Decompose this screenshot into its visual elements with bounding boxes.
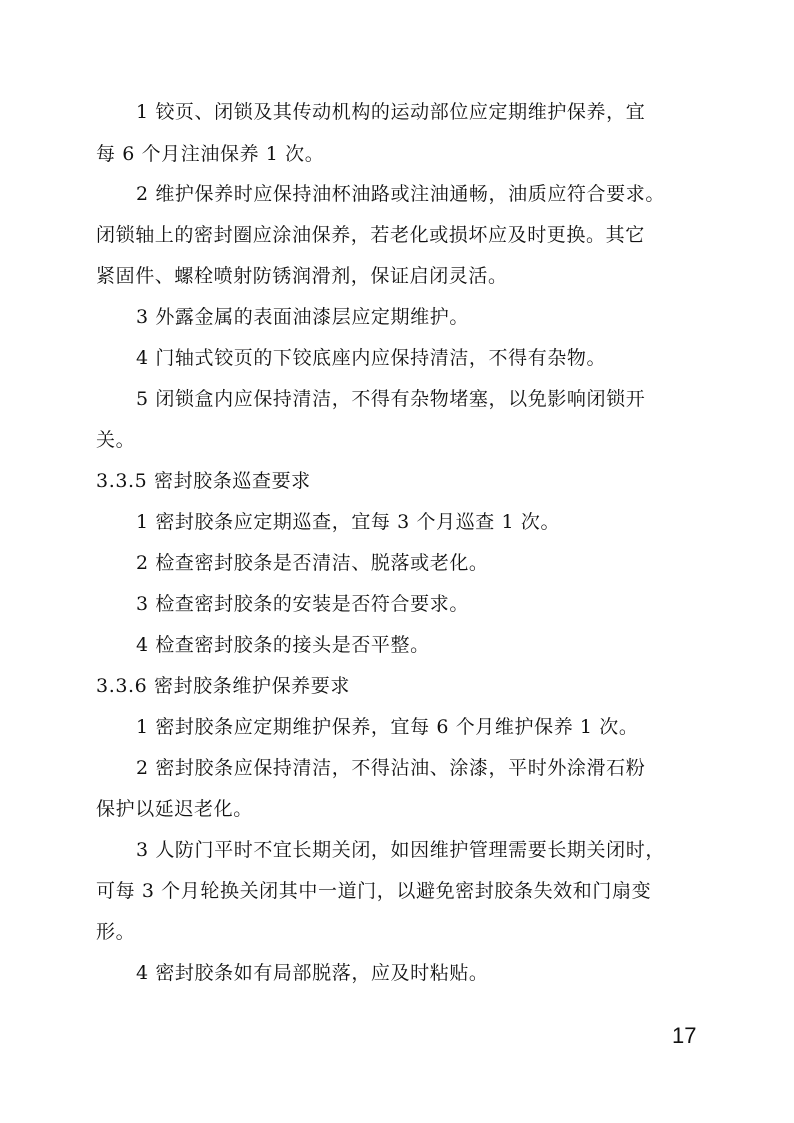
paragraph-line: 关。 <box>96 429 136 451</box>
paragraph-line: 紧固件、螺栓喷射防锈润滑剂，保证启闭灵活。 <box>96 265 508 287</box>
paragraph-line: 保护以延迟老化。 <box>96 798 253 820</box>
paragraph-line: 每 6 个月注油保养 1 次。 <box>96 143 325 165</box>
paragraph-line: 4 密封胶条如有局部脱落，应及时粘贴。 <box>136 962 489 984</box>
paragraph-line: 2 密封胶条应保持清洁，不得沾油、涂漆，平时外涂滑石粉 <box>136 757 646 779</box>
paragraph-line: 2 维护保养时应保持油杯油路或注油通畅，油质应符合要求。 <box>136 183 665 205</box>
paragraph-line: 1 密封胶条应定期巡查，宜每 3 个月巡查 1 次。 <box>136 511 561 533</box>
paragraph-line: 3 人防门平时不宜长期关闭，如因维护管理需要长期关闭时， <box>136 839 665 861</box>
section-heading: 3.3.6 密封胶条维护保养要求 <box>96 675 350 697</box>
paragraph-line: 闭锁轴上的密封圈应涂油保养，若老化或损坏应及时更换。其它 <box>96 224 645 246</box>
paragraph-line: 5 闭锁盒内应保持清洁，不得有杂物堵塞，以免影响闭锁开 <box>136 388 646 410</box>
paragraph-line: 2 检查密封胶条是否清洁、脱落或老化。 <box>136 552 489 574</box>
paragraph-line: 可每 3 个月轮换关闭其中一道门，以避免密封胶条失效和门扇变 <box>96 880 652 902</box>
paragraph-line: 4 门轴式铰页的下铰底座内应保持清洁，不得有杂物。 <box>136 347 607 369</box>
paragraph-line: 形。 <box>96 921 136 943</box>
paragraph-line: 3 检查密封胶条的安装是否符合要求。 <box>136 593 469 615</box>
paragraph-line: 4 检查密封胶条的接头是否平整。 <box>136 634 430 656</box>
section-heading: 3.3.5 密封胶条巡查要求 <box>96 470 311 492</box>
paragraph-line: 1 密封胶条应定期维护保养，宜每 6 个月维护保养 1 次。 <box>136 716 639 738</box>
paragraph-line: 1 铰页、闭锁及其传动机构的运动部位应定期维护保养，宜 <box>136 101 646 123</box>
paragraph-line: 3 外露金属的表面油漆层应定期维护。 <box>136 306 469 328</box>
page-number: 17 <box>672 1023 697 1048</box>
